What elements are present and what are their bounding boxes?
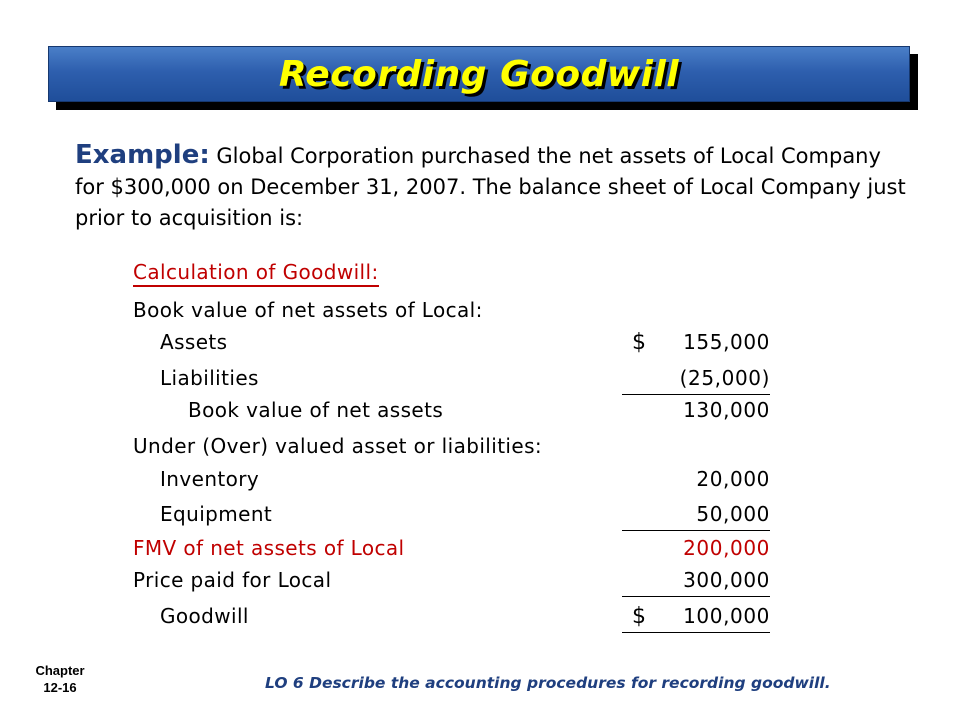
inventory-row (0, 463, 960, 495)
example-lead: Example: (75, 140, 210, 170)
fmv-rule (622, 530, 770, 531)
equipment-amount: 50,000 (696, 502, 770, 526)
learning-objective: LO 6 Describe the accounting procedures for recording goodwill. (265, 674, 831, 692)
assets-label: Assets (160, 330, 228, 354)
equipment-label: Equipment (160, 502, 273, 526)
goodwill-label: Goodwill (160, 604, 249, 628)
chapter-label: Chapter (35, 663, 85, 678)
book-value-heading: Book value of net assets of Local: (133, 298, 483, 322)
assets-amount: 155,000 (683, 330, 770, 354)
chapter-number: 12-16 (43, 680, 77, 695)
slide-title: Recording Goodwill (278, 53, 680, 95)
liabilities-row (0, 362, 960, 394)
fmv-label: FMV of net assets of Local (133, 536, 405, 560)
under-over-heading-row (0, 430, 960, 462)
assets-row (0, 326, 960, 358)
total-rule (622, 632, 770, 633)
under-over-heading: Under (Over) valued asset or liabilities: (133, 434, 543, 458)
fmv-row (0, 532, 960, 564)
fmv-amount: 200,000 (683, 536, 770, 560)
inventory-amount: 20,000 (696, 467, 770, 491)
calc-heading: Calculation of Goodwill: (133, 260, 379, 287)
price-label: Price paid for Local (133, 568, 332, 592)
goodwill-row (0, 600, 960, 632)
assets-dollar-sign: $ (632, 329, 646, 355)
book-value-label: Book value of net assets (188, 398, 444, 422)
inventory-label: Inventory (160, 467, 260, 491)
liabilities-label: Liabilities (160, 366, 259, 390)
liabilities-amount: (25,000) (679, 366, 770, 390)
example-text: Global Corporation purchased the net assets of Local Company for $300,000 on December 31, 2007. The balance sheet of Local Company just prior to acquisition is: (75, 144, 906, 230)
book-value-row (0, 394, 960, 426)
calc-heading-row (0, 256, 960, 288)
goodwill-amount: 100,000 (683, 604, 770, 628)
price-amount: 300,000 (683, 568, 770, 592)
chapter-marker (24, 662, 96, 696)
book-value-amount: 130,000 (683, 398, 770, 422)
book-value-heading-row (0, 294, 960, 326)
equipment-row (0, 498, 960, 530)
goodwill-dollar-sign: $ (632, 603, 646, 629)
goodwill-rule (622, 596, 770, 597)
price-row (0, 564, 960, 596)
